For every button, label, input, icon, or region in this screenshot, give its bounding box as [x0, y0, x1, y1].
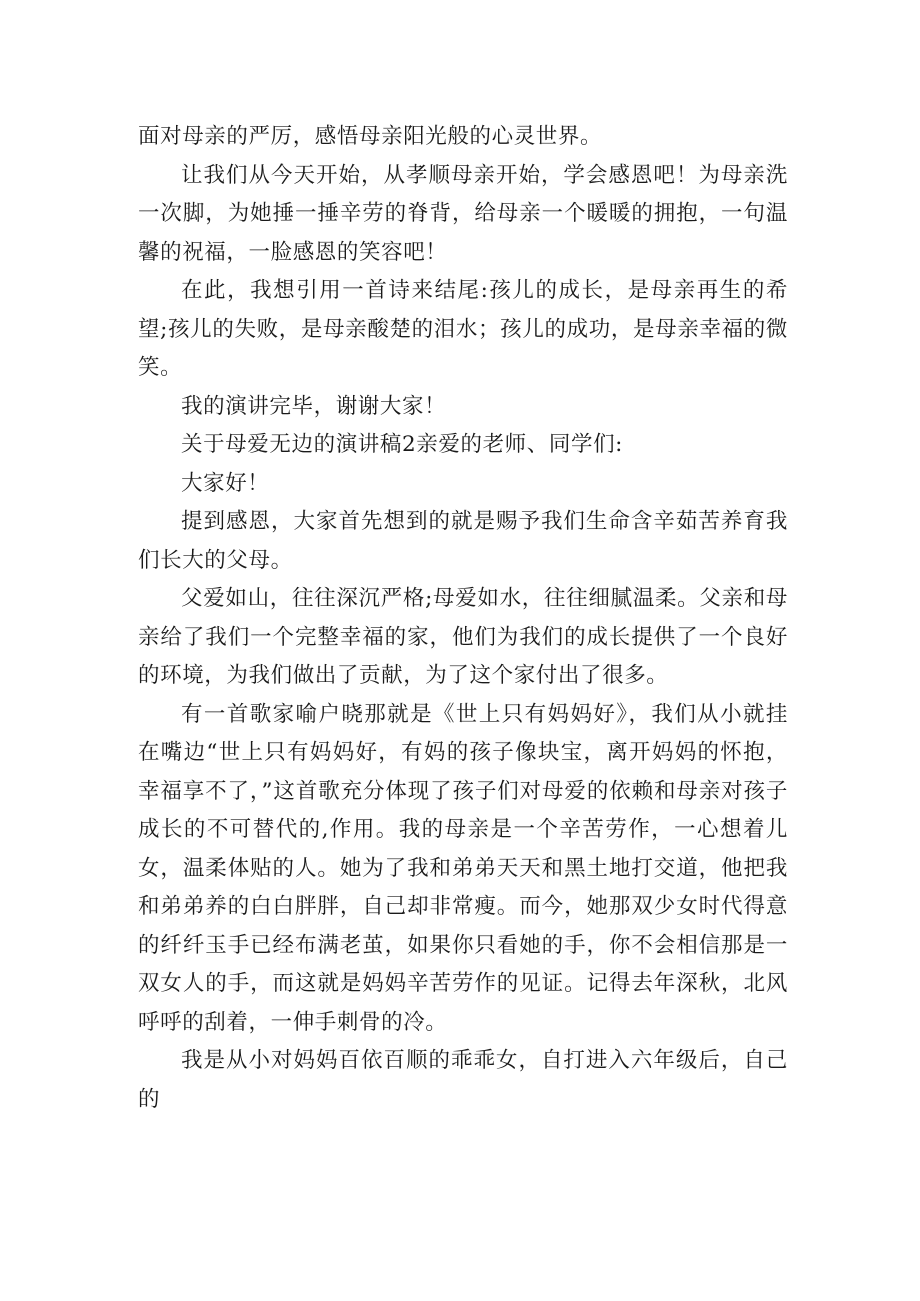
speech-text-body: [138, 118, 788, 1119]
paragraph-closing: 我的演讲完毕，谢谢大家！: [181, 393, 447, 419]
paragraph-speech2-title: 关于母爱无边的演讲稿2亲爱的老师、同学们:: [181, 432, 624, 457]
paragraph-poem-ending: 在此，我想引用一首诗来结尾:孩儿的成长，是母亲再生的希望;孩儿的失败，是母亲酸楚的泪水；孩儿的成功，是母亲幸福的微笑。: [138, 278, 788, 380]
paragraph-song-story: 有一首歌家喻户晓那就是《世上只有妈妈好》，我们从小就挂在嘴边“世上只有妈妈好，有妈的孩子像块宝，离开妈妈的怀抱，幸福享不了，”这首歌充分体现了孩子们对母爱的依赖和母亲对孩子成长的不可替代的,作用。我的母亲是一个辛苦劳作，一心想着儿女，温柔体贴的人。她为了我和弟弟天天和黑土地打交道，他把我和弟弟养的白白胖胖，自己却非常瘦。而今，她那双少女时代得意的纤纤玉手已经布满老茧，如果你只看她的手，你不会相信那是一双女人的手，而这就是妈妈辛苦劳作的见证。记得去年深秋，北风呼呼的刮着，一伸手刺骨的冷。: [138, 701, 788, 1035]
paragraph-obedient-girl: 我是从小对妈妈百依百顺的乖乖女，自打进入六年级后，自己的: [138, 1048, 788, 1112]
paragraph-gratitude-call: 让我们从今天开始，从孝顺母亲开始，学会感恩吧！为母亲洗一次脚，为她捶一捶辛劳的脊背，给母亲一个暖暖的拥抱，一句温馨的祝福，一脸感恩的笑容吧！: [138, 162, 788, 265]
paragraph-father-mother-love: 父爱如山，往往深沉严格;母爱如水，往往细腻温柔。父亲和母亲给了我们一个完整幸福的家，他们为我们的成长提供了一个良好的环境，为我们做出了贡献，为了这个家付出了很多。: [138, 586, 788, 688]
paragraph-greeting: 大家好！: [181, 470, 270, 496]
paragraph-continuation: 面对母亲的严厉，感悟母亲阳光般的心灵世界。: [138, 124, 603, 149]
paragraph-parents-intro: 提到感恩，大家首先想到的就是赐予我们生命含辛茹苦养育我们长大的父母。: [138, 509, 788, 573]
